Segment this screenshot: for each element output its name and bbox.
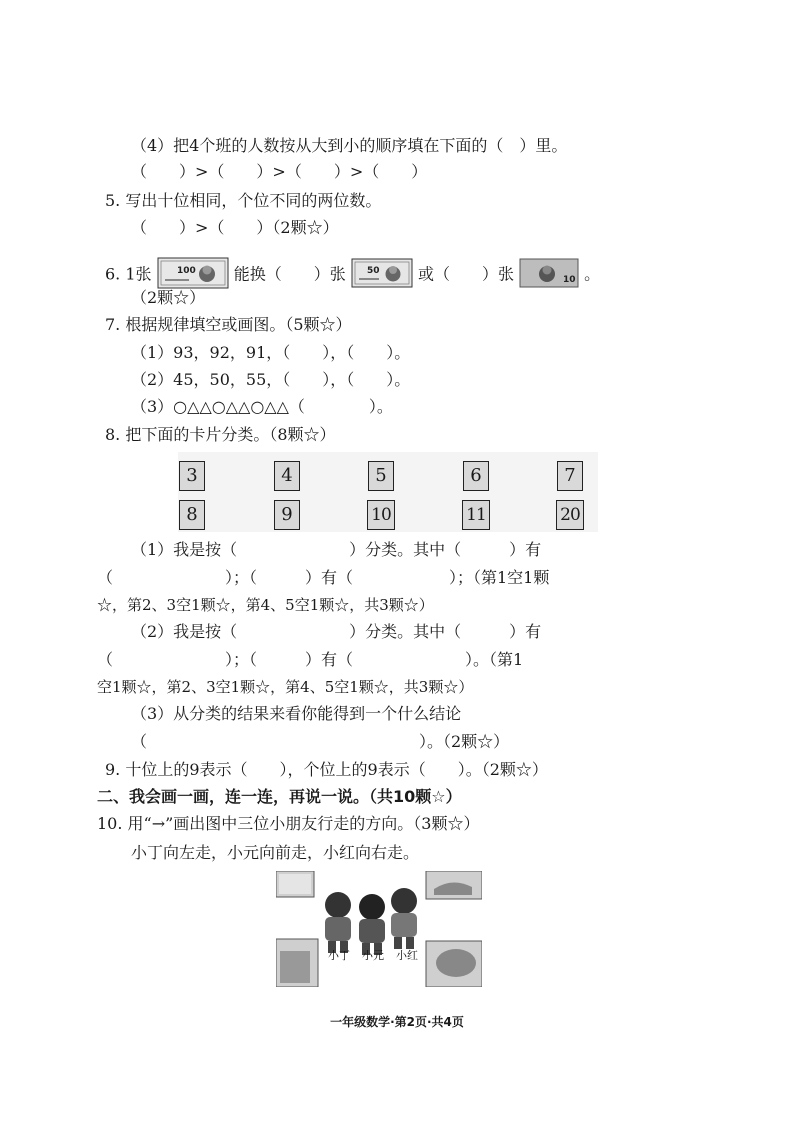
kid-label: 小元 [362,949,384,962]
banknote-10-value: 10 [563,275,576,285]
kid-label: 小丁 [328,949,350,962]
page-footer: 一年级数学·第2页·共4页 [330,1015,464,1029]
card: 8 [179,500,205,530]
question-8-part1-cont: （ ）；（ ）有（ ）；（第1空1颗 [97,568,550,587]
banknote-100-value: 100 [176,266,196,276]
kid-label: 小红 [396,949,418,962]
question-8-part2-stars: 空1颗☆，第2、3空1颗☆，第4、5空1颗☆，共3颗☆） [97,678,474,696]
question-8: 8. 把下面的卡片分类。（8颗☆） [105,425,336,444]
card: 10 [367,500,395,530]
section-2-heading: 二、我会画一画，连一连，再说一说。（共10颗☆） [97,787,462,806]
question-6-stars: （2颗☆） [131,288,206,307]
question-6: 6. 1张 100 能换（ ）张 50 或（ ）张 10 。 [105,259,600,291]
question-8-part2-cont: （ ）；（ ）有（ ）。（第1 [97,650,524,669]
question-8-part3: （3）从分类的结果来看你能得到一个什么结论 [131,704,462,723]
card: 11 [462,500,490,530]
children-scene [276,871,482,987]
question-5-blanks: （ ）>（ ）（2颗☆） [131,218,339,237]
question-7-part3: （3）○△△○△△○△△（ ）。 [131,397,393,416]
question-9: 9. 十位上的9表示（ ），个位上的9表示（ ）。（2颗☆） [105,760,548,779]
banknote-100-icon [157,257,229,289]
card: 9 [274,500,300,530]
card: 20 [556,500,584,530]
q4-part4: （4）把4个班的人数按从大到小的顺序填在下面的（ ）里。 [131,136,568,155]
question-7: 7. 根据规律填空或画图。（5颗☆） [105,315,352,334]
banknote-10-icon [519,258,579,288]
question-7-part2: （2）45，50，55，（ ），（ ）。 [131,370,411,389]
card: 7 [557,461,583,491]
question-8-part1-stars: ☆，第2、3空1颗☆，第4、5空1颗☆，共3颗☆） [97,596,434,614]
question-8-part3-blank: （ ）。（2颗☆） [131,732,510,751]
card: 3 [179,461,205,491]
scene-illustration-icon [276,871,482,987]
card: 6 [463,461,489,491]
question-8-part1: （1）我是按（ ）分类。其中（ ）有 [131,540,542,559]
number-cards [178,452,598,532]
banknote-50-value: 50 [366,266,380,276]
banknote-50-icon [351,258,413,288]
question-8-part2: （2）我是按（ ）分类。其中（ ）有 [131,622,542,641]
q4-part4-blanks: （ ）>（ ）>（ ）>（ ） [131,162,428,181]
question-5: 5. 写出十位相同，个位不同的两位数。 [105,191,382,210]
question-10: 10. 用“→”画出图中三位小朋友行走的方向。（3颗☆） [97,814,480,833]
question-10-instruction: 小丁向左走，小元向前走，小红向右走。 [131,843,420,862]
card: 4 [274,461,300,491]
question-7-part1: （1）93，92，91，（ ），（ ）。 [131,343,411,362]
card: 5 [368,461,394,491]
